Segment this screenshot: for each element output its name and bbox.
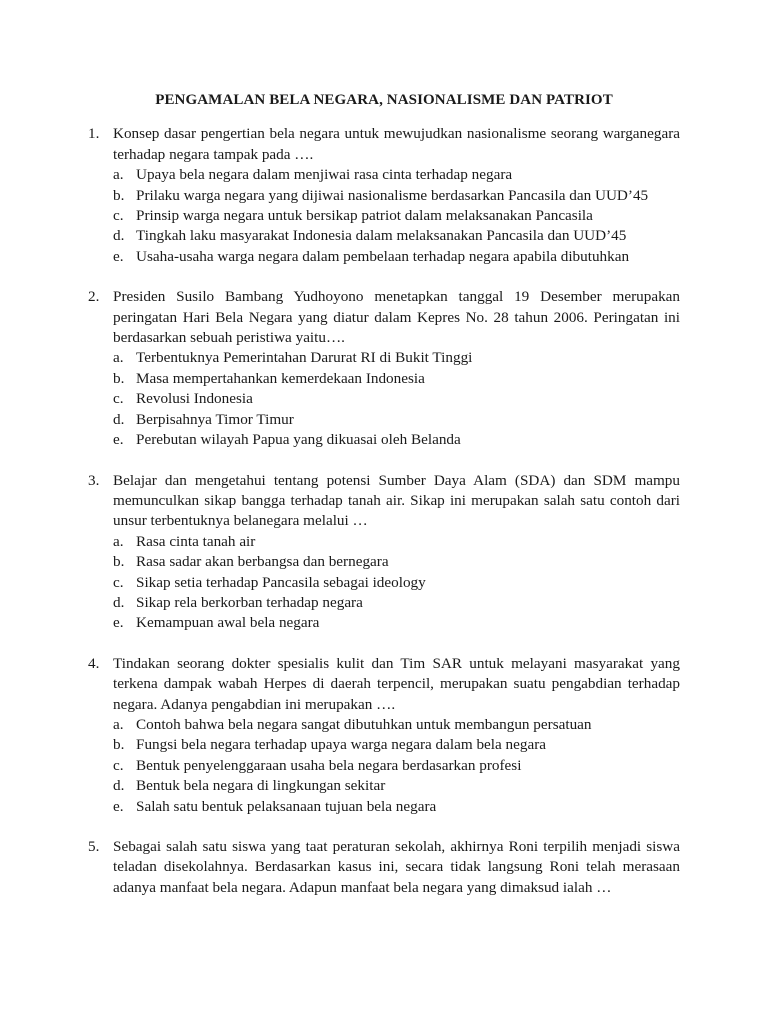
question-text: Konsep dasar pengertian bela negara untuk mewujudkan nasionalisme seorang warganegara terhadap negara tampak pada …. [113,125,680,163]
option-text: Berpisahnya Timor Timur [136,410,294,428]
question-header [88,837,680,898]
option-text: Prilaku warga negara yang dijiwai nasionalisme berdasarkan Pancasila dan UUD’45 [136,186,649,204]
option-text: Bentuk bela negara di lingkungan sekitar [136,777,386,795]
option-letter: e. [113,614,124,632]
option-letter: d. [113,593,125,611]
document-title: PENGAMALAN BELA NEGARA, NASIONALISME DAN PATRIOT [155,92,613,108]
answer-options [88,715,680,817]
question-number: 4. [88,654,100,672]
option-text: Tingkah laku masyarakat Indonesia dalam melaksanakan Pancasila dan UUD’45 [136,227,627,245]
option-text: Masa mempertahankan kemerdekaan Indonesia [136,369,425,387]
option-letter: a. [113,166,124,184]
answer-option [113,756,680,776]
question-text: Belajar dan mengetahui tentang potensi Sumber Daya Alam (SDA) dan SDM mampu memunculkan sikap bangga terhadap tanah air. Sikap ini merupakan salah satu contoh dari unsur terbentuknya belanegara melalui … [113,471,680,530]
answer-option [113,389,680,409]
option-text: Sikap rela berkorban terhadap negara [136,593,363,611]
answer-option [113,613,680,633]
question-number: 2. [88,288,100,306]
answer-options [88,348,680,450]
answer-option [113,247,680,267]
answer-options [88,165,680,267]
option-letter: b. [113,553,125,571]
answer-option [113,430,680,450]
question-item [88,124,680,267]
question-item [88,837,680,898]
option-text: Revolusi Indonesia [136,390,253,408]
option-letter: c. [113,207,124,225]
option-text: Prinsip warga negara untuk bersikap patriot dalam melaksanakan Pancasila [136,207,593,225]
option-letter: a. [113,349,124,367]
option-letter: b. [113,186,125,204]
question-item [88,471,680,634]
option-text: Kemampuan awal bela negara [136,614,320,632]
option-letter: d. [113,410,125,428]
option-text: Fungsi bela negara terhadap upaya warga negara dalam bela negara [136,736,547,754]
option-text: Sikap setia terhadap Pancasila sebagai ideology [136,573,426,591]
option-letter: c. [113,573,124,591]
question-header [88,654,680,715]
answer-option [113,552,680,572]
option-letter: b. [113,369,125,387]
answer-option [113,410,680,430]
option-letter: c. [113,756,124,774]
answer-option [113,573,680,593]
answer-option [113,226,680,246]
answer-option [113,532,680,552]
answer-option [113,735,680,755]
option-letter: a. [113,532,124,550]
option-text: Upaya bela negara dalam menjiwai rasa cinta terhadap negara [136,166,513,184]
answer-option [113,797,680,817]
answer-option [113,186,680,206]
question-item [88,287,680,450]
option-letter: e. [113,247,124,265]
answer-option [113,593,680,613]
option-letter: c. [113,390,124,408]
answer-option [113,165,680,185]
answer-option [113,369,680,389]
question-header [88,124,680,165]
answer-options [88,532,680,634]
option-letter: e. [113,431,124,449]
option-letter: b. [113,736,125,754]
answer-option [113,776,680,796]
answer-option [113,715,680,735]
option-text: Bentuk penyelenggaraan usaha bela negara berdasarkan profesi [136,756,522,774]
option-letter: a. [113,715,124,733]
option-letter: e. [113,797,124,815]
question-number: 5. [88,838,100,855]
question-number: 3. [88,471,100,489]
question-list [88,124,680,898]
option-text: Salah satu bentuk pelaksanaan tujuan bela negara [136,797,437,815]
option-letter: d. [113,777,125,795]
question-header [88,471,680,532]
question-header [88,287,680,348]
option-text: Perebutan wilayah Papua yang dikuasai oleh Belanda [136,431,461,449]
option-text: Terbentuknya Pemerintahan Darurat RI di Bukit Tinggi [136,349,473,367]
question-number: 1. [88,125,100,143]
option-text: Rasa sadar akan berbangsa dan bernegara [136,553,389,571]
answer-option [113,348,680,368]
question-text: Tindakan seorang dokter spesialis kulit dan Tim SAR untuk melayani masyarakat yang terkena dampak wabah Herpes di daerah terpencil, merupakan suatu pengabdian terhadap negara. Adanya pengabdian ini merupakan …. [113,654,680,713]
option-text: Usaha-usaha warga negara dalam pembelaan terhadap negara apabila dibutuhkan [136,247,630,265]
option-text: Rasa cinta tanah air [136,532,256,550]
question-text: Sebagai salah satu siswa yang taat peraturan sekolah, akhirnya Roni terpilih menjadi siswa teladan disekolahnya. Berdasarkan kasus ini, secara tidak langsung Roni telah merasaan adanya manfaat bela negara. Adapun manfaat bela negara yang dimaksud ialah … [113,838,680,896]
option-letter: d. [113,227,125,245]
option-text: Contoh bahwa bela negara sangat dibutuhkan untuk membangun persatuan [136,715,592,733]
question-item [88,654,680,817]
answer-option [113,206,680,226]
question-text: Presiden Susilo Bambang Yudhoyono menetapkan tanggal 19 Desember merupakan peringatan Hari Bela Negara yang diatur dalam Kepres No. 28 tahun 2006. Peringatan ini berdasarkan sebuah peristiwa yaitu…. [113,288,680,347]
